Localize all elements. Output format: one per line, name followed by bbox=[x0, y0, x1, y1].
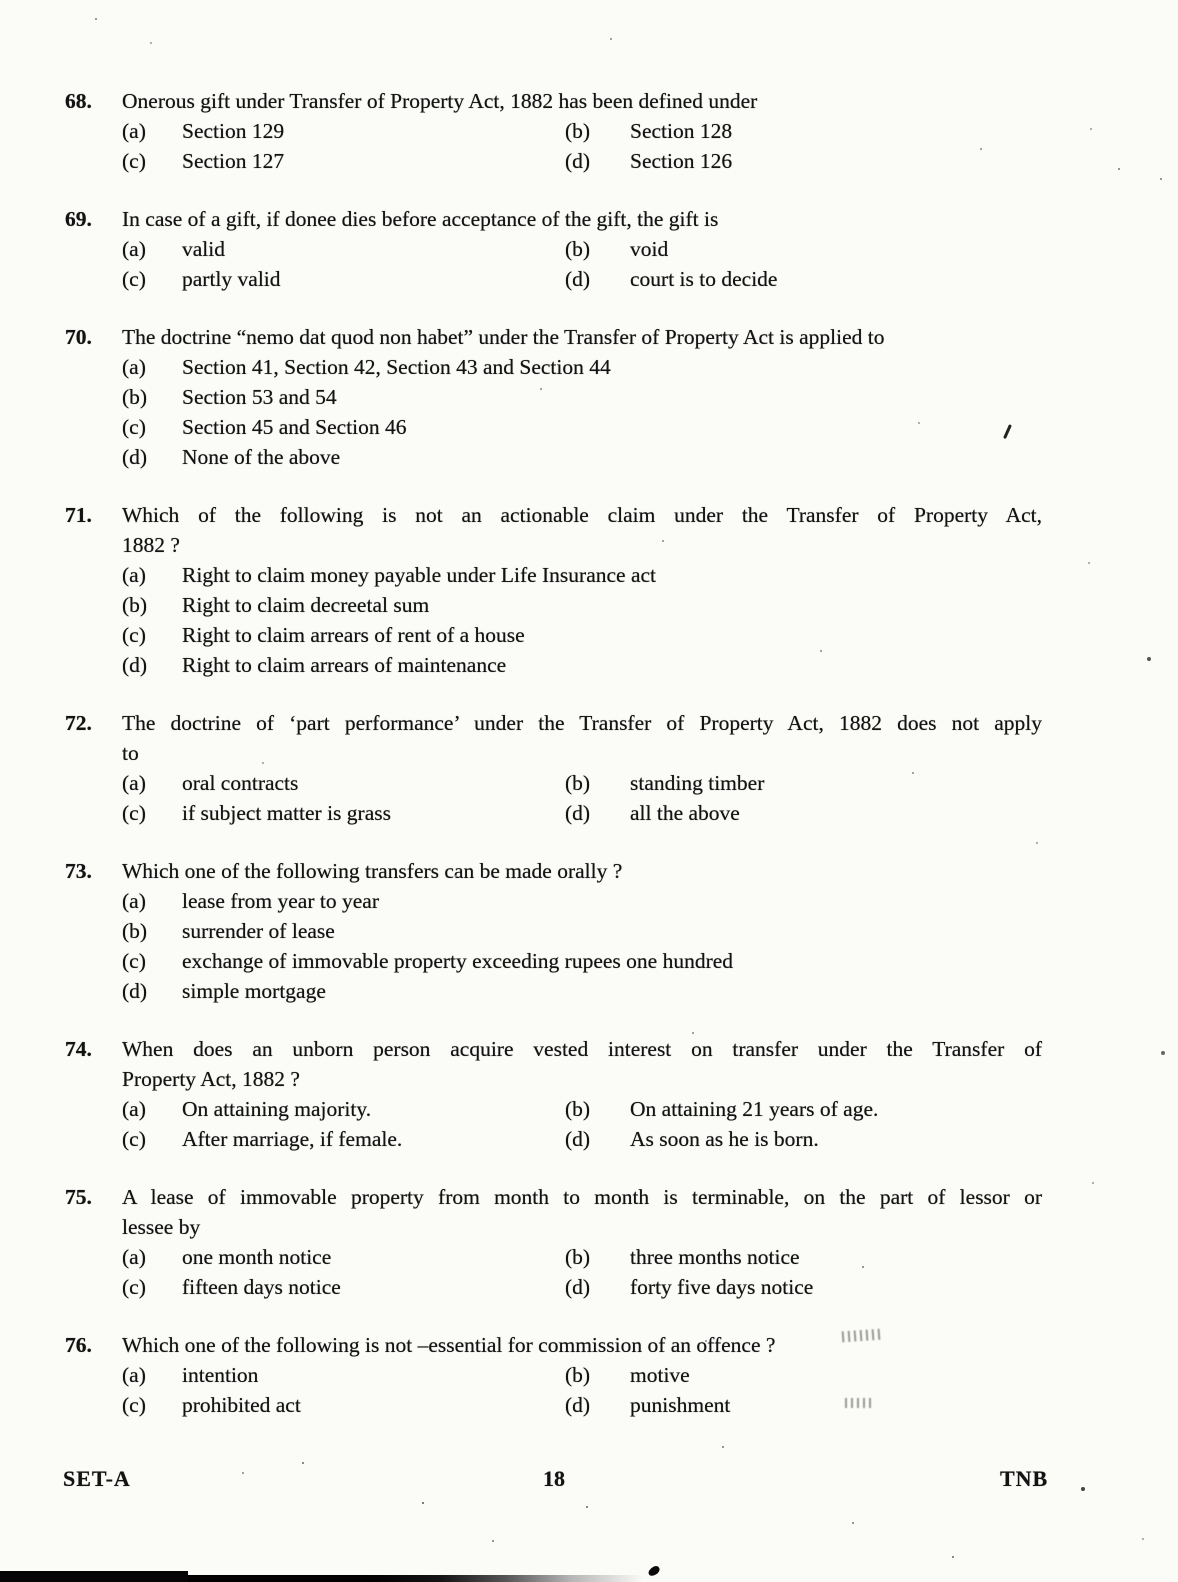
option-text: Section 45 and Section 46 bbox=[182, 415, 407, 439]
option-text: surrender of lease bbox=[182, 919, 335, 943]
option-label: (c) bbox=[122, 267, 146, 291]
option-text: prohibited act bbox=[182, 1393, 301, 1417]
question-line: When does an unborn person acquire vested interest on transfer under the Transfer of bbox=[122, 1037, 1042, 1061]
options-list bbox=[122, 560, 1067, 680]
options-list bbox=[122, 1094, 1067, 1154]
options-list bbox=[122, 1360, 1067, 1420]
question-head bbox=[65, 856, 1067, 886]
question-number: 74. bbox=[65, 1037, 92, 1061]
page-footer bbox=[0, 1464, 1178, 1496]
option-text: Right to claim decreetal sum bbox=[182, 593, 430, 617]
question-text bbox=[122, 856, 1042, 886]
option-text: Section 41, Section 42, Section 43 and Section 44 bbox=[182, 355, 611, 379]
question-text bbox=[122, 322, 1042, 352]
options-list bbox=[122, 1242, 1067, 1302]
question-text bbox=[122, 708, 1042, 768]
footer-set-code: SET-A bbox=[63, 1466, 131, 1491]
option-label: (b) bbox=[565, 1363, 591, 1387]
option-text: one month notice bbox=[182, 1245, 332, 1269]
option-label: (b) bbox=[122, 593, 148, 617]
scan-noise-speckles bbox=[0, 0, 2, 2]
question-head bbox=[65, 86, 1067, 116]
question-head bbox=[65, 1182, 1067, 1242]
option-text: all the above bbox=[630, 801, 740, 825]
options-list bbox=[122, 768, 1067, 828]
option-text: standing timber bbox=[630, 771, 765, 795]
option-text: Section 128 bbox=[630, 119, 733, 143]
option-label: (c) bbox=[122, 1127, 146, 1151]
question-number: 69. bbox=[65, 207, 92, 231]
option-label: (d) bbox=[565, 267, 591, 291]
option-label: (d) bbox=[122, 445, 148, 469]
question-block bbox=[65, 322, 1067, 472]
question-head bbox=[65, 1034, 1067, 1094]
question-line: lessee by bbox=[122, 1215, 201, 1239]
question-number: 75. bbox=[65, 1185, 92, 1209]
option-text: punishment bbox=[630, 1393, 731, 1417]
option-label: (a) bbox=[122, 563, 146, 587]
question-block bbox=[65, 204, 1067, 294]
question-text bbox=[122, 1330, 1042, 1360]
question-text bbox=[122, 1182, 1042, 1242]
option-label: (b) bbox=[565, 1097, 591, 1121]
option-text: Right to claim money payable under Life Insurance act bbox=[182, 563, 657, 587]
option-label: (c) bbox=[122, 801, 146, 825]
question-line: The doctrine of ‘part performance’ under the Transfer of Property Act, 1882 does not apply bbox=[122, 711, 1042, 735]
option-text: As soon as he is born. bbox=[630, 1127, 819, 1151]
question-number: 70. bbox=[65, 325, 92, 349]
option-label: (d) bbox=[565, 149, 591, 173]
option-text: Right to claim arrears of rent of a house bbox=[182, 623, 525, 647]
question-block bbox=[65, 86, 1067, 176]
option-label: (a) bbox=[122, 1097, 146, 1121]
question-text bbox=[122, 500, 1042, 560]
option-text: Section 127 bbox=[182, 149, 285, 173]
question-line: Property Act, 1882 ? bbox=[122, 1067, 300, 1091]
option-label: (c) bbox=[122, 623, 146, 647]
option-label: (b) bbox=[565, 119, 591, 143]
option-label: (b) bbox=[565, 1245, 591, 1269]
options-list bbox=[122, 234, 1067, 294]
option-label: (a) bbox=[122, 237, 146, 261]
option-label: (d) bbox=[122, 979, 148, 1003]
question-block bbox=[65, 1034, 1067, 1154]
option-label: (a) bbox=[122, 889, 146, 913]
option-text: partly valid bbox=[182, 267, 281, 291]
option-text: simple mortgage bbox=[182, 979, 326, 1003]
option-label: (b) bbox=[122, 385, 148, 409]
question-block bbox=[65, 1330, 1067, 1420]
option-text: On attaining majority. bbox=[182, 1097, 372, 1121]
options-list bbox=[122, 352, 1067, 472]
question-block bbox=[65, 500, 1067, 680]
question-line: Onerous gift under Transfer of Property Act, 1882 has been defined under bbox=[122, 89, 758, 113]
option-label: (b) bbox=[565, 237, 591, 261]
option-label: (d) bbox=[565, 1275, 591, 1299]
question-line: Which one of the following transfers can be made orally ? bbox=[122, 859, 623, 883]
option-label: (b) bbox=[122, 919, 148, 943]
option-text: if subject matter is grass bbox=[182, 801, 391, 825]
option-text: After marriage, if female. bbox=[182, 1127, 403, 1151]
option-label: (d) bbox=[122, 653, 148, 677]
question-block bbox=[65, 856, 1067, 1006]
option-label: (d) bbox=[565, 1393, 591, 1417]
footer-board-code: TNB bbox=[1000, 1466, 1049, 1491]
option-label: (a) bbox=[122, 1363, 146, 1387]
option-label: (a) bbox=[122, 355, 146, 379]
option-text: court is to decide bbox=[630, 267, 778, 291]
option-text: Right to claim arrears of maintenance bbox=[182, 653, 507, 677]
question-number: 72. bbox=[65, 711, 92, 735]
question-line: Which of the following is not an actionable claim under the Transfer of Property Act, bbox=[122, 503, 1042, 527]
question-line: Which one of the following is not –essential for commission of an offence ? bbox=[122, 1333, 776, 1357]
scan-smudge-artifact bbox=[845, 1398, 875, 1408]
options-list bbox=[122, 886, 1067, 1006]
question-number: 71. bbox=[65, 503, 92, 527]
option-label: (c) bbox=[122, 1393, 146, 1417]
question-block bbox=[65, 708, 1067, 828]
question-line: 1882 ? bbox=[122, 533, 180, 557]
option-text: None of the above bbox=[182, 445, 341, 469]
option-text: lease from year to year bbox=[182, 889, 379, 913]
option-label: (c) bbox=[122, 149, 146, 173]
question-head bbox=[65, 322, 1067, 352]
option-label: (c) bbox=[122, 415, 146, 439]
option-text: Section 53 and 54 bbox=[182, 385, 337, 409]
option-text: intention bbox=[182, 1363, 259, 1387]
footer-page-number: 18 bbox=[543, 1466, 565, 1491]
question-head bbox=[65, 708, 1067, 768]
option-label: (d) bbox=[565, 801, 591, 825]
question-number: 68. bbox=[65, 89, 92, 113]
option-text: forty five days notice bbox=[630, 1275, 814, 1299]
options-list bbox=[122, 116, 1067, 176]
option-label: (c) bbox=[122, 949, 146, 973]
option-label: (a) bbox=[122, 119, 146, 143]
question-text bbox=[122, 204, 1042, 234]
option-text: Section 129 bbox=[182, 119, 285, 143]
question-head bbox=[65, 1330, 1067, 1360]
option-label: (b) bbox=[565, 771, 591, 795]
option-text: motive bbox=[630, 1363, 690, 1387]
question-text bbox=[122, 86, 1042, 116]
option-text: void bbox=[630, 237, 669, 261]
questions-layer bbox=[65, 86, 1067, 1448]
question-head bbox=[65, 500, 1067, 560]
option-text: valid bbox=[182, 237, 225, 261]
question-line: to bbox=[122, 741, 139, 765]
option-text: three months notice bbox=[630, 1245, 800, 1269]
question-line: In case of a gift, if donee dies before acceptance of the gift, the gift is bbox=[122, 207, 719, 231]
option-text: exchange of immovable property exceeding rupees one hundred bbox=[182, 949, 734, 973]
scan-edge-bar-artifact bbox=[0, 1575, 920, 1582]
question-head bbox=[65, 204, 1067, 234]
question-line: A lease of immovable property from month to month is terminable, on the part of lessor or bbox=[122, 1185, 1042, 1209]
question-block bbox=[65, 1182, 1067, 1302]
option-text: On attaining 21 years of age. bbox=[630, 1097, 879, 1121]
option-text: Section 126 bbox=[630, 149, 733, 173]
option-text: fifteen days notice bbox=[182, 1275, 341, 1299]
option-label: (a) bbox=[122, 1245, 146, 1269]
question-line: The doctrine “nemo dat quod non habet” under the Transfer of Property Act is applied to bbox=[122, 325, 885, 349]
option-label: (a) bbox=[122, 771, 146, 795]
option-label: (d) bbox=[565, 1127, 591, 1151]
question-number: 73. bbox=[65, 859, 92, 883]
option-text: oral contracts bbox=[182, 771, 299, 795]
question-text bbox=[122, 1034, 1042, 1094]
question-number: 76. bbox=[65, 1333, 92, 1357]
option-label: (c) bbox=[122, 1275, 146, 1299]
